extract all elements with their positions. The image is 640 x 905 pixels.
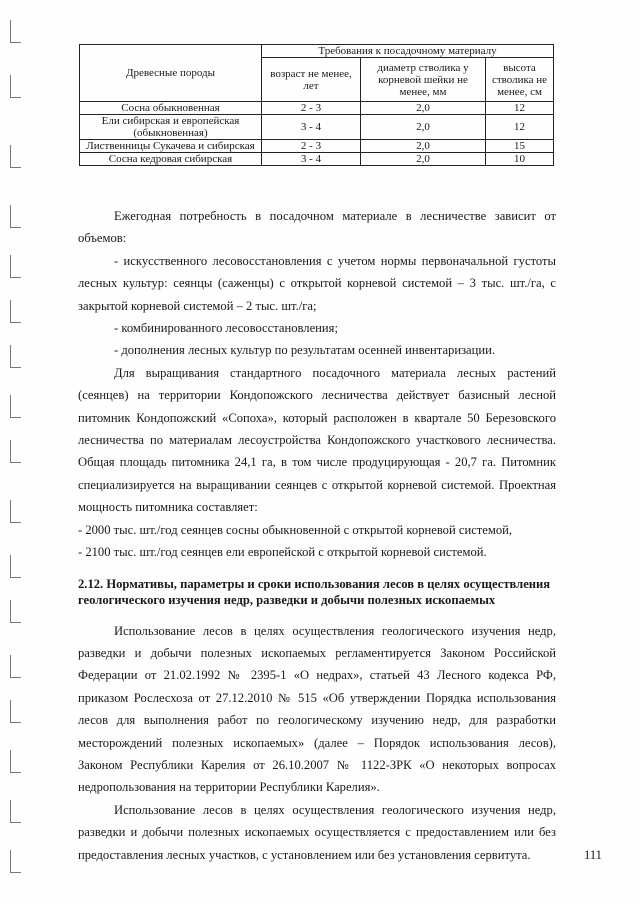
cell-height: 10 — [486, 153, 554, 166]
cell-height: 15 — [486, 140, 554, 153]
list-item: - 2000 тыс. шт./год сеянцев сосны обыкновенной с открытой корневой системой, — [78, 522, 513, 537]
cell-diameter: 2,0 — [361, 102, 486, 115]
margin-mark — [10, 300, 21, 323]
paragraph: Ежегодная потребность в посадочном материале в лесничестве зависит от объемов: — [78, 209, 556, 246]
margin-mark — [10, 750, 21, 773]
header-requirements: Требования к посадочному материалу — [262, 45, 554, 58]
margin-mark — [10, 395, 21, 418]
section-heading-line: 2.12. Нормативы, параметры и сроки использования лесов в целях осуществления — [78, 576, 551, 591]
cell-species: Сосна кедровая сибирская — [80, 153, 262, 166]
paragraph: Использование лесов в целях осуществления геологического изучения недр, разведки и добычи полезных ископаемых регламентируется Законом Российской Федерации от 21.02.1992 № 2395-1 «О недрах», статьей 43 Лесного кодекса РФ, приказом Рослесхоза от 27.12.2010 № 515 «Об утверждении Порядка использования лесов для выполнения работ по геологическому изучению недр, для разработки месторождений полезных ископаемых» (далее – Порядок использования лесов), Законом Республики Карелия от 26.10.2007 № 1122-ЗРК «О некоторых вопросах недропользования на территории Республики Карелия». — [78, 623, 556, 795]
list-item: - комбинированного лесовосстановления; — [114, 321, 338, 336]
paragraph: Для выращивания стандартного посадочного материала лесных растений (сеянцев) на территории Кондопожского лесничества действует базисный лесной питомник Кондопожский «Сопоха», который расположен в квартале 50 Березовского лесничества по материалам лесоустройства Кондопожского участкового лесничества. Общая площадь питомника 24,1 га, в том числе продуцирующая - 20,7 га. Питомник специализируется на выращивании сеянцев с открытой корневой системой. Проектная мощность питомника составляет: — [78, 365, 556, 515]
cell-age: 3 - 4 — [262, 153, 361, 166]
document-body — [78, 205, 556, 866]
cell-diameter: 2,0 — [361, 153, 486, 166]
cell-height: 12 — [486, 115, 554, 140]
margin-mark — [10, 600, 21, 623]
paragraph: Использование лесов в целях осуществления геологического изучения недр, разведки и добычи полезных ископаемых осуществляется с предоставлением или без предоставления лесных участков, с установлением или без установления сервитута. — [78, 802, 556, 862]
margin-mark — [10, 145, 21, 168]
table-row — [80, 115, 554, 140]
list-item: - дополнения лесных культур по результатам осенней инвентаризации. — [114, 343, 495, 358]
margin-mark — [10, 255, 21, 278]
cell-age: 2 - 3 — [262, 102, 361, 115]
margin-mark — [10, 555, 21, 578]
cell-height: 12 — [486, 102, 554, 115]
table-row — [80, 140, 554, 153]
page-number: 111 — [584, 848, 602, 862]
header-age: возраст не менее, лет — [262, 58, 361, 102]
margin-mark — [10, 345, 21, 368]
header-species: Древесные породы — [80, 45, 262, 102]
cell-species: Ели сибирская и европейская (обыкновенная) — [80, 115, 262, 140]
margin-mark — [10, 700, 21, 723]
header-height: высота стволика не менее, см — [486, 58, 554, 102]
cell-diameter: 2,0 — [361, 115, 486, 140]
cell-age: 2 - 3 — [262, 140, 361, 153]
header-diameter: диаметр стволика у корневой шейки не менее, мм — [361, 58, 486, 102]
cell-species: Лиственницы Сукачева и сибирская — [80, 140, 262, 153]
cell-species: Сосна обыкновенная — [80, 102, 262, 115]
section-heading — [78, 576, 556, 608]
list-item: - искусственного лесовосстановления с учетом нормы первоначальной густоты лесных культур: сеянцы (саженцы) с открытой корневой системой – 3 тыс. шт./га, с закрытой корневой системой – 2 тыс. шт./га; — [78, 253, 556, 313]
table-row — [80, 102, 554, 115]
table-row — [80, 153, 554, 166]
margin-mark — [10, 800, 21, 823]
cell-diameter: 2,0 — [361, 140, 486, 153]
margin-mark — [10, 75, 21, 98]
section-heading-line: геологического изучения недр, разведки и добычи полезных ископаемых — [78, 592, 496, 607]
planting-material-table — [79, 44, 554, 166]
margin-mark — [10, 655, 21, 678]
margin-mark — [10, 850, 21, 873]
margin-mark — [10, 20, 21, 43]
cell-age: 3 - 4 — [262, 115, 361, 140]
margin-mark — [10, 440, 21, 463]
margin-mark — [10, 500, 21, 523]
margin-mark — [10, 205, 21, 228]
binding-margin-marks — [0, 0, 40, 905]
list-item: - 2100 тыс. шт./год сеянцев ели европейской с открытой корневой системой. — [78, 545, 487, 560]
